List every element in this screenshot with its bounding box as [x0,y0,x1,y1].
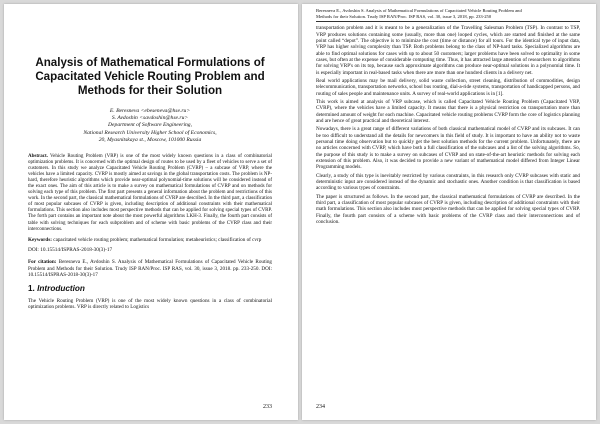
intro-paragraph: The Vehicle Routing Problem (VRP) is one of the most widely known questions in a class of combinatorial optimization problems. VRP is directly related to Logistics [28,297,272,310]
author-university: National Research University Higher School of Economics, [83,129,217,136]
header-rule [316,21,580,22]
paragraph-2: Real world applications may be mail delivery, solid waste collection, street cleaning, distribution of commodities, design telecommunication, transportation networks, school bus routing, dial-a-ride systems, transportation of handicapped persons, and routing of sales people and maintenance units. A survey of real-world applications is in [1]. [316,77,580,97]
citation-text: Beresneva E., Avdoshin S. Analysis of Mathematical Formulations of Capacitated Vehicle Routing Problem and Methods for their Solution. Trudy ISP RAN/Proc. ISP RAS, vol. 30, issue 3, 2018. pp. 233-250. DOI: 10.15514/ISPRAS-2018-30(3)-17 [28,259,272,279]
paragraph-1: transportation problem and it is meant to be a generalization of the Travelling Salesman Problem (TSP). In contrast to TSP, VRP produces solutions containing some (usually, more than one) looped cycles, which are started and finished at the same point called “depot”. The objective is to minimize the cost (time or distance) for all tours. For the identical type of input data, VRP has higher solving complexity than TSP. Both problems belong to the class of NP-hard tasks. Specialized algorithms are able to find optimal solutions for cases with up to about 50 customers; larger problems have been solved to optimality in some cases, but often at the expense of considerable computing time. Thus, it has attracted large attention of researchers to algorithms for solving VRP's on its top, because such approximate algorithms can produce near-optimal solutions in a polynomial time. It is especially important in real-based tasks when there are more than one hundred clients in a delivery net. [316,25,580,76]
keywords [28,237,272,243]
paragraph-4: Nowadays, there is a great range of different variations of both classical mathematical model of CVRP and its subcases. It can be too difficult to understand all the details for newcomers in this field of study. It is important to have an ability not to waste personal time doing observation but to quickly get the best solution methods for the current problem. Unfortunately, there are no articles concerned with CVRP, which have both a full classification of the subcases and a list of the solving algorithms. So, the purpose of this study is to make a survey on subcases of CVRP and on state-of-the-art heuristic methods for solving each extension of this problem. Also, it was decided to provide a new variant of mathematical model differed from Integer Linear Programming models. [316,126,580,171]
keywords-label: Keywords: [28,236,52,243]
keywords-text: capacitated vehicle routing problem; mathematical formulation; metaheuristics; classification of cvrp [53,236,262,243]
citation-label: For citation: [28,259,57,266]
citation [28,259,272,278]
left-page [4,4,298,420]
running-head-line-1: Beresneva E., Avdoshin S. Analysis of Mathematical Formulations of Capacitated Vehicle Routing Problem and [316,8,522,13]
author-1: E. Beresneva <ebeseneva@hse.ru> [109,108,191,114]
page-number: 233 [263,404,272,410]
author-department: Department of Software Engineering, [108,122,192,129]
doi: DOI: 10.15514/ISPRAS-2018-30(3)-17 [28,246,113,253]
abstract [28,154,272,233]
abstract-label: Abstract. [28,154,48,160]
author-block [28,108,272,144]
running-head [316,8,580,19]
running-head-line-2: Methods for their Solution. Trudy ISP RAN/Proc. ISP RAS, vol. 30, issue 3, 2018, pp. 233-250 [316,13,492,19]
paragraph-3: This work is aimed at analysis of VRP subcase, which is called Capacitated Vehicle Routing Problem (Capacitated VRP, CVRP), where the vehicles have a limited capacity. It means that there is a physical restriction on transportation more than determined amount of weight for each machine. Capacitated vehicle routing problems CVRP form the core of logistics planning and are hence of great practical and theoretical interest. [316,98,580,124]
paragraph-6: The paper is structured as follows. In the second part, the classical mathematical formulations of CVRP are described. In the third part, a classification of most popular subcases of CVRP is given, including description of additional constraints with their math formulations. This section also includes most perspective methods that can be applied for solving special types of CVRP. Finally, the fourth part consists of a scheme with basic problems of the CVRP class and their interconnections and of conclusion. [316,193,580,226]
section-heading [28,284,272,293]
paper-title: Analysis of Mathematical Formulations of Capacitated Vehicle Routing Problem and Methods for their Solution [35,56,265,97]
section-title: Introduction [37,283,85,293]
author-2: S. Avdoshin <savdoshin@hse.ru> [111,115,189,122]
page-number: 234 [316,404,325,410]
right-page [302,4,596,420]
section-number: 1. [28,283,35,293]
paragraph-5: Clearly, a study of this type is inevitably restricted by various constraints, in this research only CVRP subcases with static and deterministic input are considered instead of the dynamic and stochastic ones. Another condition is that classification is based according to various types of constraints. [316,172,580,192]
abstract-text: Vehicle Routing Problem (VRP) is one of the most widely known questions in a class of combinatorial optimization problems. It is concerned with the optimal design of routes to be used by a fleet of vehicles to serve a set of customers. In this study we analyze Capacitated Vehicle Routing Problem (CVRP) – a subcase of VRP, where the vehicles have a limited capacity. CVRP is mostly aimed at savings in the global transportation costs. The problem is NP-hard, therefore heuristic algorithms which provide near-optimal polynomial-time solutions will be considered instead of the exact ones. The aim of this article is to make a survey on mathematical formulations of CVRP and on methods for solving each type of this problem. The first part presents a general information about the problem and restrictions of this work. In the second part, the classical mathematical formulations of CVRP are described. In the third part, a classification of most popular subcases of CVRP is given, including description of additional constraints with their mathematical formulations. This section also includes most perspective methods that can be applied for solving special types of CVRP. The forth part contains an important note about the most powerful algorithms LKH-3. Finally, the fourth part consists of table with solving techniques for each subproblem and of scheme with basic problems of the CVRP class and their interconnections. [28,154,272,232]
author-address: 20, Myasnitskaya st., Moscow, 101000 Russia [98,136,202,143]
